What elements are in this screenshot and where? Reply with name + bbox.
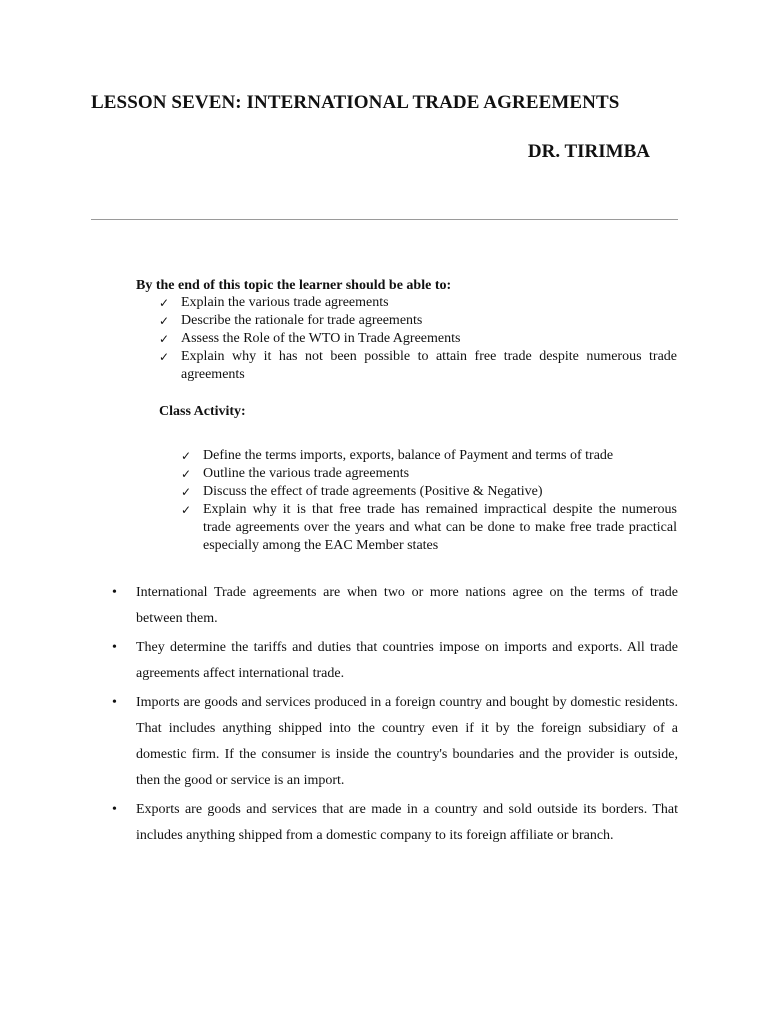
list-item xyxy=(159,294,677,312)
bullet-icon: • xyxy=(112,802,117,817)
checkmark-icon: ✓ xyxy=(159,314,170,328)
list-item xyxy=(112,635,678,687)
checkmark-icon: ✓ xyxy=(181,449,192,463)
objectives-list xyxy=(159,294,677,384)
checkmark-icon: ✓ xyxy=(159,350,170,364)
list-item xyxy=(112,580,678,632)
bullet-icon: • xyxy=(112,640,117,655)
checkmark-icon: ✓ xyxy=(181,467,192,481)
paragraph-text: They determine the tariffs and duties that countries impose on imports and exports. All trade agreements affect international trade. xyxy=(136,640,678,681)
checkmark-icon: ✓ xyxy=(159,296,170,310)
list-item xyxy=(112,797,678,849)
body-bullet-list xyxy=(112,580,678,852)
author-name: DR. TIRIMBA xyxy=(527,141,650,162)
activity-text: Define the terms imports, exports, balance of Payment and terms of trade xyxy=(203,448,614,463)
paragraph-text: Exports are goods and services that are made in a country and sold outside its borders. That includes anything shipped from a domestic company to its foreign affiliate or branch. xyxy=(136,802,678,843)
activity-text: Outline the various trade agreements xyxy=(203,466,410,481)
list-item xyxy=(181,447,677,465)
activity-text: Explain why it is that free trade has remained impractical despite the numerous trade agreements over the years and what can be done to make free trade practical especially among the EAC Member states xyxy=(203,502,677,553)
list-item xyxy=(159,348,677,384)
activity-text: Discuss the effect of trade agreements (Positive & Negative) xyxy=(203,484,543,499)
checkmark-icon: ✓ xyxy=(181,485,192,499)
list-item xyxy=(181,501,677,555)
objective-text: Describe the rationale for trade agreements xyxy=(181,313,423,328)
objective-text: Explain the various trade agreements xyxy=(181,295,389,310)
objectives-heading: By the end of this topic the learner should be able to: xyxy=(136,278,452,293)
checkmark-icon: ✓ xyxy=(159,332,170,346)
list-item xyxy=(159,330,677,348)
objective-text: Explain why it has not been possible to attain free trade despite numerous trade agreements xyxy=(181,349,677,382)
header-divider xyxy=(91,219,678,220)
bullet-icon: • xyxy=(112,695,117,710)
paragraph-text: Imports are goods and services produced in a foreign country and bought by domestic residents. That includes anything shipped into the country even if it by the foreign subsidiary of a domestic firm. If the consumer is inside the country's boundaries and the provider is outside, then the good or service is an import. xyxy=(136,695,678,788)
lesson-title: LESSON SEVEN: INTERNATIONAL TRADE AGREEMENTS xyxy=(91,92,620,113)
class-activity-heading: Class Activity: xyxy=(159,404,246,419)
bullet-icon: • xyxy=(112,585,117,600)
checkmark-icon: ✓ xyxy=(181,503,192,517)
paragraph-text: International Trade agreements are when two or more nations agree on the terms of trade between them. xyxy=(136,585,678,626)
list-item xyxy=(181,483,677,501)
list-item xyxy=(159,312,677,330)
objective-text: Assess the Role of the WTO in Trade Agreements xyxy=(181,331,461,346)
class-activity-list xyxy=(181,447,677,555)
list-item xyxy=(112,690,678,794)
list-item xyxy=(181,465,677,483)
